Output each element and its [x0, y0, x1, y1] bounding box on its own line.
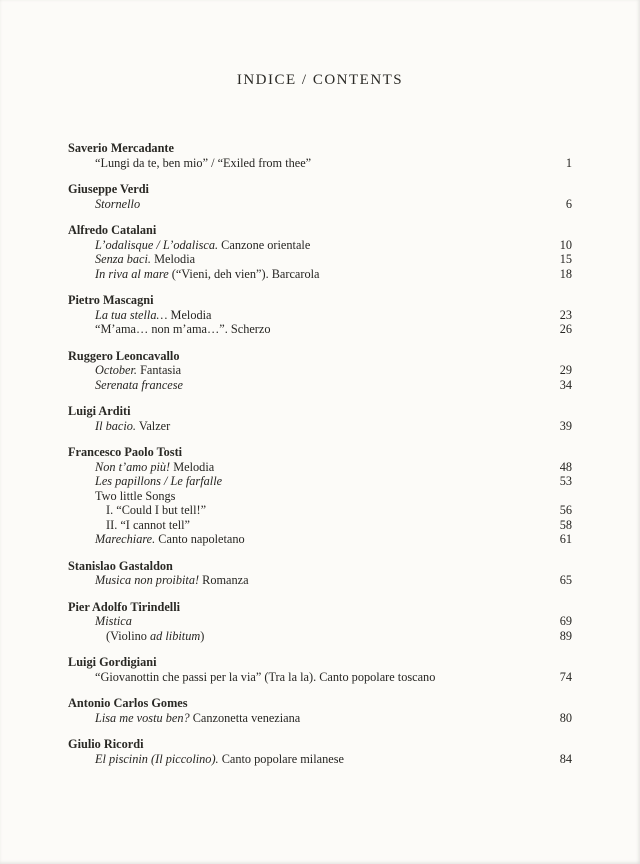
page-number: 15: [559, 252, 572, 266]
work-title: [68, 489, 544, 504]
work-title: [68, 419, 544, 434]
page-number: 61: [559, 532, 572, 546]
page-number: 10: [559, 237, 572, 252]
work-row: [68, 532, 572, 547]
work-title-segment: II. “I cannot tell”: [106, 517, 190, 532]
work-title-segment: Melodia: [170, 459, 215, 474]
composer-name: Stanislao Gastaldon: [68, 558, 173, 573]
work-title: [68, 503, 544, 518]
page-number: 26: [559, 322, 572, 336]
toc-section: [68, 737, 572, 766]
toc-section: [68, 223, 572, 281]
work-row: [68, 308, 572, 323]
work-title-italic-segment: Non t’amo più!: [95, 459, 171, 474]
composer-name: Francesco Paolo Tosti: [68, 445, 183, 459]
toc-section: [68, 404, 572, 433]
page-number: 65: [559, 573, 572, 587]
toc-section: [68, 445, 572, 547]
work-title-segment: Canto napoletano: [155, 532, 245, 546]
page-number: 29: [559, 363, 572, 377]
work-row: [68, 378, 572, 393]
work-title: [68, 460, 544, 475]
composer-name: Giuseppe Verdi: [68, 182, 149, 196]
work-row: [68, 614, 572, 629]
work-title: [68, 197, 544, 212]
work-title: [68, 532, 544, 547]
work-title-segment: Fantasia: [137, 363, 182, 377]
work-title: [68, 711, 544, 726]
work-row: [68, 238, 572, 253]
toc-section: [68, 600, 572, 644]
work-row: [68, 474, 572, 489]
work-title-italic-segment: Il bacio.: [95, 418, 136, 433]
page-number: 80: [559, 710, 572, 725]
work-title-segment: “Giovanottin che passi per la via” (Tra la la). Canto popolare toscano: [95, 669, 436, 684]
work-title-italic-segment: Les papillons / Le farfalle: [95, 474, 223, 488]
work-row: [68, 629, 572, 644]
work-title: [68, 378, 544, 393]
page-number: 56: [559, 503, 572, 517]
composer-name: Luigi Arditi: [68, 404, 131, 418]
work-title-segment: Romanza: [199, 573, 249, 587]
page-number: 39: [559, 418, 572, 433]
work-title-italic-segment: October.: [95, 363, 138, 377]
work-row: [68, 267, 572, 282]
page-number: 34: [559, 377, 572, 392]
work-title: [68, 614, 544, 629]
composer-name: Pietro Mascagni: [68, 293, 154, 307]
work-title: [68, 252, 544, 267]
work-title-italic-segment: Lisa me vostu ben?: [95, 710, 190, 725]
work-row: [68, 363, 572, 378]
work-title-italic-segment: Mistica: [95, 614, 132, 628]
work-row: [68, 197, 572, 212]
composer-name: Giulio Ricordi: [68, 737, 144, 751]
page-title: INDICE / CONTENTS: [236, 72, 404, 88]
page-number: 89: [559, 628, 572, 643]
work-title-segment: “Lungi da te, ben mio” / “Exiled from thee”: [95, 155, 312, 170]
work-title-segment: (Violino: [106, 628, 151, 643]
page-number: 69: [559, 614, 572, 628]
toc-entries: [68, 141, 572, 766]
work-title-italic-segment: In riva al mare: [95, 266, 169, 281]
work-title: [68, 363, 544, 378]
work-row: [68, 419, 572, 434]
work-title-italic-segment: La tua stella…: [95, 307, 168, 322]
work-title: [68, 629, 544, 644]
work-title: [68, 670, 544, 685]
page-number: 84: [559, 751, 572, 766]
work-title-segment: Melodia: [151, 252, 196, 266]
work-title: [68, 267, 544, 282]
work-row: [68, 460, 572, 475]
composer-name: Antonio Carlos Gomes: [68, 696, 188, 710]
work-title-segment: (“Vieni, deh vien”). Barcarola: [168, 266, 320, 281]
composer-name: Alfredo Catalani: [68, 223, 157, 237]
work-title: [68, 156, 544, 171]
work-title-segment: I. “Could I but tell!”: [106, 503, 207, 517]
work-row: [68, 670, 572, 685]
work-row: [68, 518, 572, 533]
page-number: 6: [565, 196, 572, 211]
work-row: [68, 711, 572, 726]
work-row: [68, 573, 572, 588]
page-number: 23: [559, 307, 572, 322]
composer-name: Pier Adolfo Tirindelli: [68, 599, 181, 614]
page-number: 58: [559, 517, 572, 532]
work-title-italic-segment: Stornello: [95, 196, 141, 211]
toc-section: [68, 293, 572, 337]
work-title: [68, 308, 544, 323]
work-title-italic-segment: Senza baci.: [95, 252, 152, 266]
work-title-segment: Two little Songs: [95, 488, 176, 503]
work-title-segment: Canzonetta veneziana: [189, 710, 301, 725]
work-row: [68, 752, 572, 767]
page-number: 53: [559, 474, 572, 488]
work-title-italic-segment: Musica non proibita!: [95, 573, 200, 587]
work-title-segment: “M’ama… non m’ama…”. Scherzo: [95, 322, 271, 336]
work-title-italic-segment: El piscinin (Il piccolino).: [95, 751, 219, 766]
page-number: 48: [559, 459, 572, 474]
work-title-segment: Canzone orientale: [218, 237, 311, 252]
page-number: 74: [559, 669, 572, 684]
toc-section: [68, 182, 572, 211]
work-title: [68, 573, 544, 588]
composer-name: Luigi Gordigiani: [68, 655, 157, 669]
work-title-segment: Valzer: [135, 418, 171, 433]
work-row: [68, 252, 572, 267]
work-title: [68, 238, 544, 253]
page-number: 1: [565, 155, 572, 170]
work-title: [68, 518, 544, 533]
work-title: [68, 474, 544, 489]
toc-section: [68, 655, 572, 684]
composer-name: Ruggero Leoncavallo: [68, 348, 180, 363]
toc-section: [68, 559, 572, 588]
work-row: [68, 489, 572, 504]
work-title-italic-segment: L’odalisque / L’odalisca.: [95, 237, 219, 252]
work-title-italic-segment: Marechiare.: [95, 532, 156, 546]
work-row: [68, 503, 572, 518]
work-row: [68, 322, 572, 337]
work-title-segment: Canto popolare milanese: [218, 751, 344, 766]
toc-section: [68, 141, 572, 170]
work-row: [68, 156, 572, 171]
composer-name: Saverio Mercadante: [68, 141, 174, 155]
work-title-italic-segment: Serenata francese: [95, 377, 183, 392]
work-title-segment: ): [200, 628, 205, 643]
toc-section: [68, 696, 572, 725]
work-title: [68, 752, 544, 767]
work-title-segment: Melodia: [167, 307, 212, 322]
toc-section: [68, 349, 572, 393]
page-number: 18: [559, 266, 572, 281]
work-title-italic-segment: ad libitum: [150, 628, 201, 643]
work-title: [68, 322, 544, 337]
